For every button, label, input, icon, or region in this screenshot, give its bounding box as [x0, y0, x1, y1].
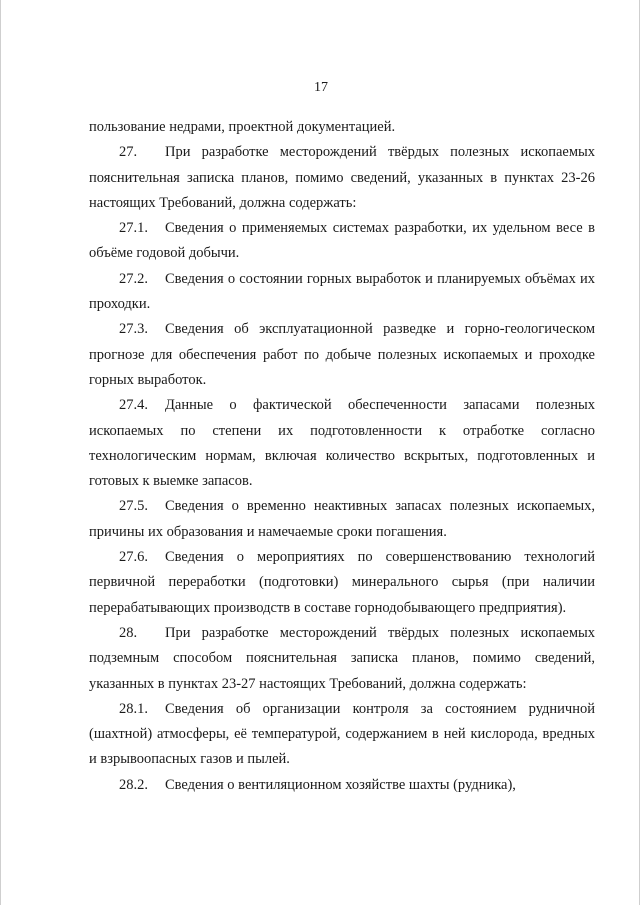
paragraph-number: 27.2.	[119, 270, 148, 287]
paragraph-text: Данные о фактической обеспеченности запасами полезных ископаемых по степени их подготовленности к отработке согласно технологическим нормам, включая количество вскрытых, подготовленных и готовых к выемке запасов.	[89, 397, 595, 490]
paragraph-number: 27.	[119, 144, 138, 161]
paragraph-27-2	[89, 267, 595, 318]
paragraph-27-5	[89, 494, 595, 545]
paragraph-28	[89, 621, 595, 697]
paragraph-text: При разработке месторождений твёрдых полезных ископаемых пояснительная записка планов, помимо сведений, указанных в пунктах 23-26 настоящих Требований, должна содержать:	[89, 144, 595, 211]
paragraph-continuation	[89, 115, 595, 140]
paragraph-number: 28.1.	[119, 700, 148, 717]
paragraph-number: 27.5.	[119, 498, 148, 515]
paragraph-text: Сведения о состоянии горных выработок и планируемых объёмах их проходки.	[89, 270, 595, 313]
paragraph-text: При разработке месторождений твёрдых полезных ископаемых подземным способом пояснительная записка планов, помимо сведений, указанных в пунктах 23-27 настоящих Требований, должна содержать:	[89, 624, 595, 692]
paragraph-27-1	[89, 216, 595, 267]
paragraph-number: 28.	[119, 624, 138, 641]
paragraph-text: Сведения об организации контроля за состоянием рудничной (шахтной) атмосферы, её температурой, содержанием в ней кислорода, вредных и взрывоопасных газов и пылей.	[89, 700, 595, 768]
paragraph-28-2	[89, 773, 595, 798]
paragraph-27-4	[89, 393, 595, 494]
paragraph-text: Сведения об эксплуатационной разведке и горно-геологическом прогнозе для обеспечения работ по добыче полезных ископаемых и проходке горных выработок.	[89, 321, 595, 388]
paragraph-number: 27.4.	[119, 397, 148, 414]
paragraph-27-6	[89, 545, 595, 621]
paragraph-text: Сведения о мероприятиях по совершенствованию технологий первичной переработки (подготовки) минерального сырья (при наличии перерабатывающих производств в составе горнодобывающего предприятия).	[89, 549, 595, 616]
paragraph-number: 28.2.	[119, 776, 148, 793]
paragraph-text: пользование недрами, проектной документацией.	[89, 119, 396, 135]
paragraph-number: 27.3.	[119, 321, 148, 338]
paragraph-text: Сведения о применяемых системах разработки, их удельном весе в объёме годовой добычи.	[89, 220, 595, 262]
paragraph-27-3	[89, 317, 595, 393]
paragraph-text: Сведения о вентиляционном хозяйстве шахты (рудника),	[165, 776, 516, 793]
page-number: 17	[314, 80, 328, 95]
paragraph-number: 27.1.	[119, 220, 148, 237]
paragraph-28-1	[89, 697, 595, 773]
paragraph-number: 27.6.	[119, 549, 148, 566]
paragraph-27	[89, 140, 595, 216]
document-body	[89, 115, 595, 798]
paragraph-text: Сведения о временно неактивных запасах полезных ископаемых, причины их образования и намечаемые сроки погашения.	[89, 498, 595, 540]
